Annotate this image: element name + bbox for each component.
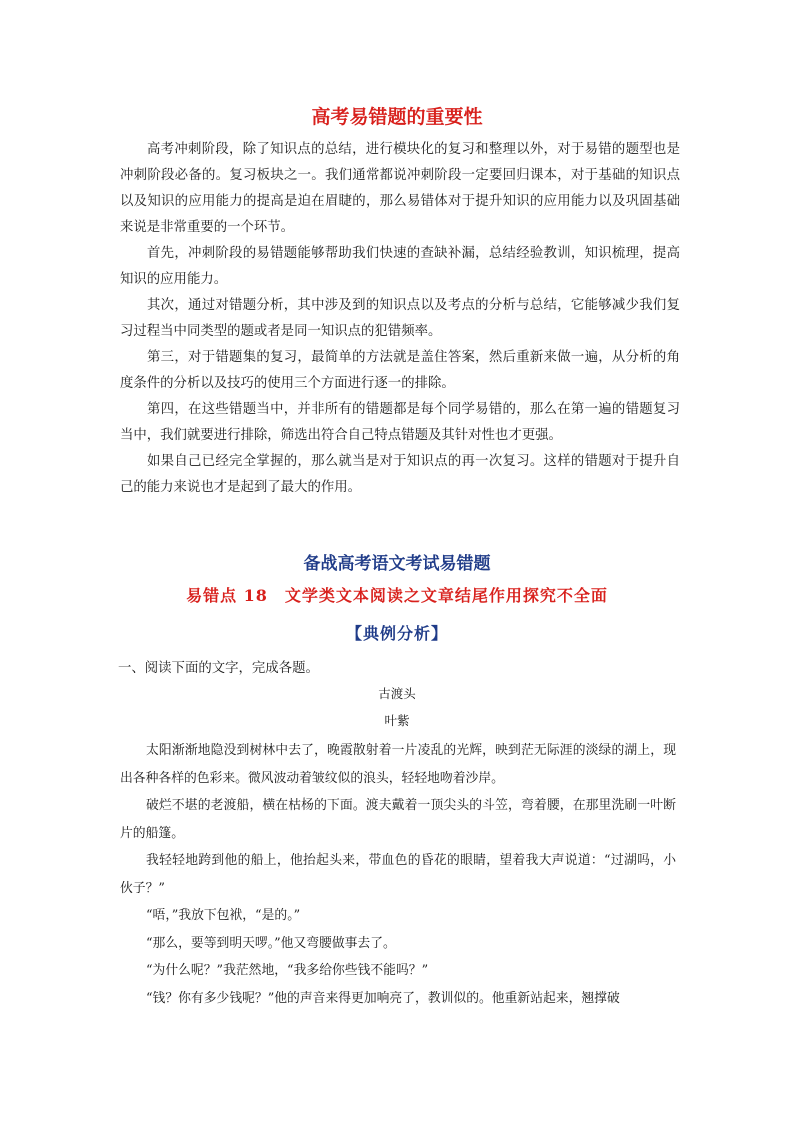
intro-body (120, 137, 680, 501)
intro-paragraph: 第三，对于错题集的复习，最简单的方法就是盖住答案，然后重新来做一遍，从分析的角度条件的分析以及技巧的使用三个方面进行逐一的排除。 (120, 350, 680, 391)
section-title-importance: 高考易错题的重要性 (311, 106, 483, 128)
passage-author: 叶紫 (384, 713, 410, 728)
passage-paragraph: “那么，要等到明天啰。”他又弯腰做事去了。 (146, 935, 396, 951)
passage-paragraph: “钱？你有多少钱呢？”他的声音来得更加响亮了，教训似的。他重新站起来，翘撑破 (146, 990, 620, 1006)
passage-paragraph: “唔，”我放下包袱，“是的。” (146, 908, 301, 923)
example-analysis-tag: 【典例分析】 (345, 624, 448, 643)
passage-paragraph: 太阳渐渐地隐没到树林中去了，晚霞散射着一片凌乱的光辉，映到茫无际涯的淡绿的湖上，现出各种各样的色彩来。微风波动着皱纹似的浪头，轻轻地吻着沙岸。 (120, 743, 676, 786)
passage-title: 古渡头 (378, 686, 416, 701)
intro-paragraph: 高考冲刺阶段，除了知识点的总结，进行模块化的复习和整理以外，对于易错的题型也是冲刺阶段必备的。复习板块之一。我们通常都说冲刺阶段一定要回归课本，对于基础的知识点以及知识的应用能力的提高是迫在眉睫的，那么易错体对于提升知识的应用能力以及巩固基础来说是非常重要的一个环节。 (120, 142, 680, 235)
exam-section-title: 备战高考语文考试易错题 (303, 554, 491, 574)
intro-paragraph: 第四，在这些错题当中，并非所有的错题都是每个同学易错的，那么在第一遍的错题复习当中，我们就要进行排除，筛选出符合自己特点错题及其针对性也才更强。 (120, 402, 680, 443)
intro-paragraph: 其次，通过对错题分析，其中涉及到的知识点以及考点的分析与总结，它能够减少我们复习过程当中同类型的题或者是同一知识点的犯错频率。 (120, 298, 680, 339)
passage-paragraph: “为什么呢？”我茫然地，“我多给你些钱不能吗？” (146, 963, 429, 978)
passage-body (120, 737, 676, 1012)
intro-paragraph: 首先，冲刺阶段的易错题能够帮助我们快速的查缺补漏，总结经验教训，知识梳理，提高知识的应用能力。 (120, 246, 680, 287)
passage-paragraph: 破烂不堪的老渡船，横在枯杨的下面。渡夫戴着一顶尖头的斗笠，弯着腰，在那里洗刷一叶断片的船篷。 (120, 798, 676, 841)
passage-paragraph: 我轻轻地跨到他的船上，他抬起头来，带血色的昏花的眼睛，望着我大声说道：“过湖吗，小伙子？” (120, 853, 676, 896)
question-instruction: 一、阅读下面的文字，完成各题。 (118, 661, 319, 676)
intro-paragraph: 如果自己已经完全掌握的，那么就当是对于知识点的再一次复习。这样的错题对于提升自己的能力来说也才是起到了最大的作用。 (120, 454, 680, 495)
error-point-subtitle: 易错点 18 文学类文本阅读之文章结尾作用探究不全面 (186, 586, 608, 605)
